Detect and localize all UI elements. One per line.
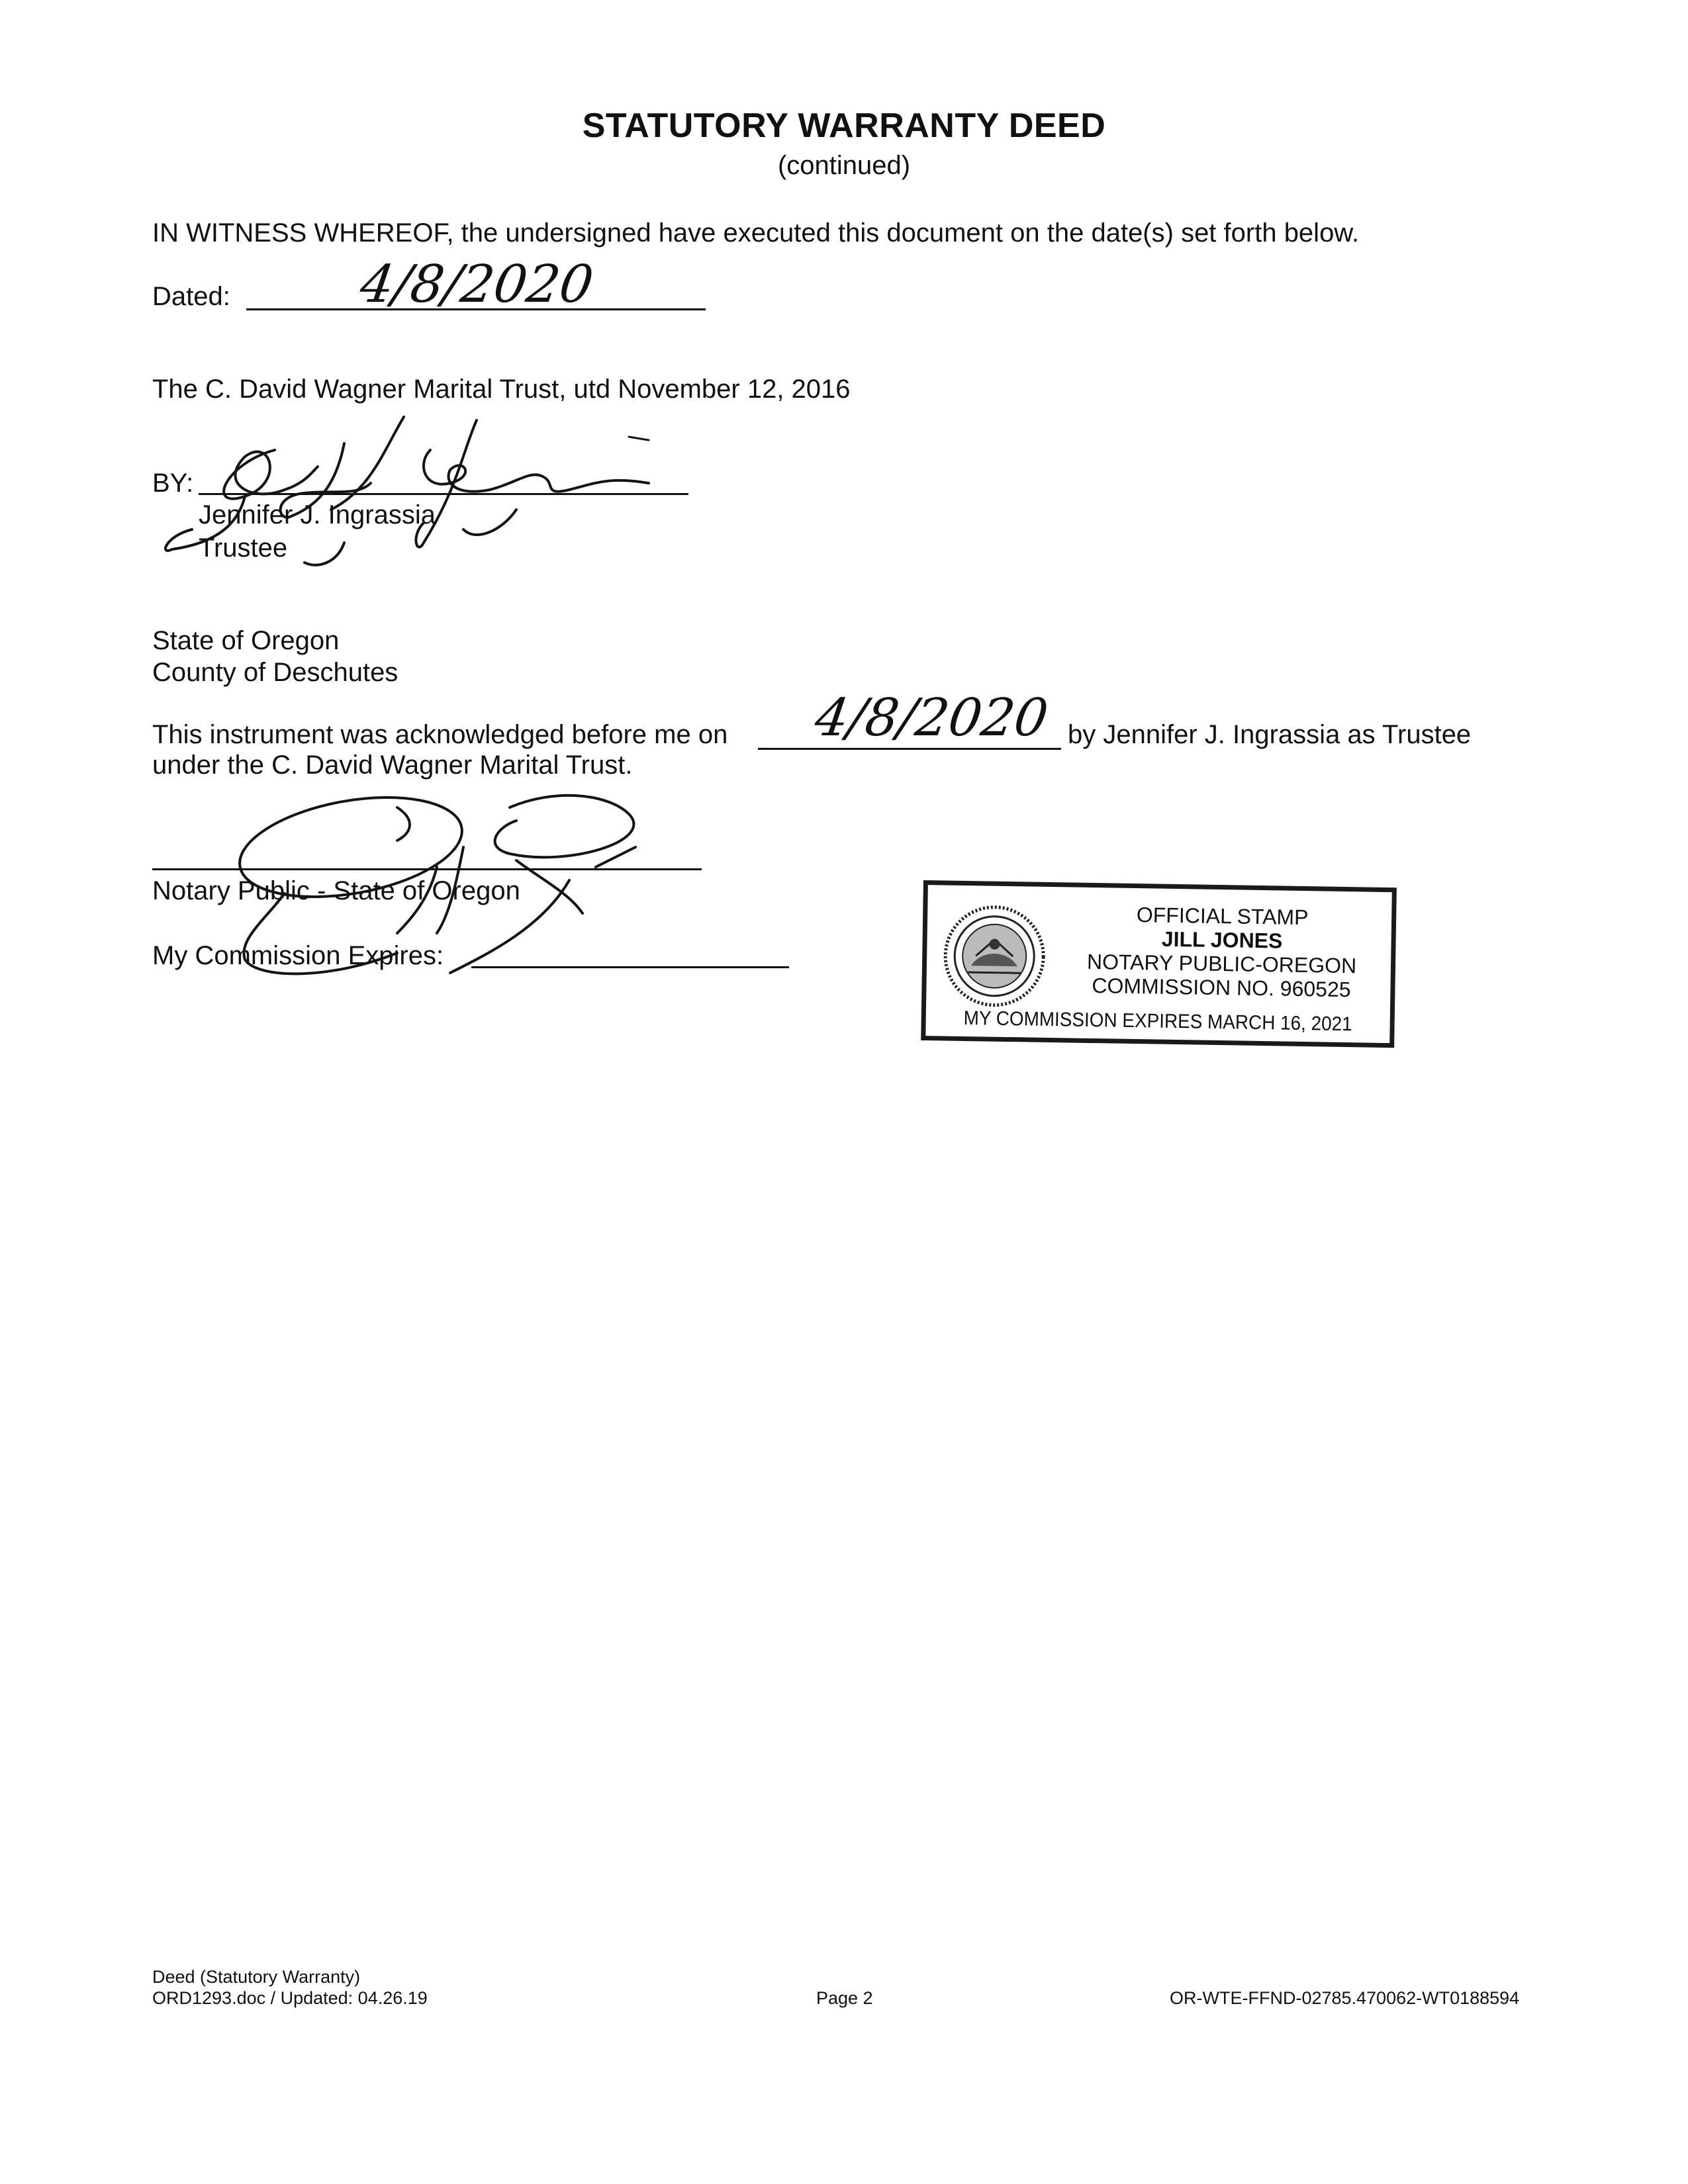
trustee-signature <box>146 410 715 582</box>
document-title: STATUTORY WARRANTY DEED <box>582 107 1106 145</box>
footer-order-number: OR-WTE-FFND-02785.470062-WT0188594 <box>1170 1988 1520 2008</box>
witness-statement: IN WITNESS WHEREOF, the undersigned have executed this document on the date(s) set forth below. <box>152 218 1360 248</box>
footer-form-name: Deed (Statutory Warranty) <box>152 1967 361 1987</box>
acknowledgment-handwritten-date: 4/8/2020 <box>811 688 1052 748</box>
stamp-heading: OFFICIAL STAMP <box>1136 903 1309 930</box>
signer-name: Jennifer J. Ingrassia <box>199 500 436 529</box>
acknowledgment-text: This instrument was acknowledged before me on <box>152 720 728 749</box>
oregon-state-seal-icon <box>941 902 1048 1009</box>
acknowledgment-signer: by Jennifer J. Ingrassia as Trustee <box>1068 720 1472 749</box>
notary-signature <box>199 781 675 999</box>
acknowledgment-text-line2: under the C. David Wagner Marital Trust. <box>152 751 633 780</box>
dated-label: Dated: <box>152 282 230 311</box>
by-label: BY: <box>152 469 194 498</box>
stamp-expiration: MY COMMISSION EXPIRES MARCH 16, 2021 <box>963 1007 1352 1036</box>
state-label: State of Oregon <box>152 626 340 655</box>
commission-expires-label: My Commission Expires: <box>152 941 444 970</box>
trust-name: The C. David Wagner Marital Trust, utd November 12, 2016 <box>152 375 851 404</box>
stamp-commission-number: COMMISSION NO. 960525 <box>1092 974 1351 1002</box>
footer-page-number: Page 2 <box>816 1988 873 2008</box>
official-notary-stamp <box>921 880 1397 1048</box>
notary-label: Notary Public - State of Oregon <box>152 876 520 905</box>
footer-form-id: ORD1293.doc / Updated: 04.26.19 <box>152 1988 428 2008</box>
signer-title: Trustee <box>199 533 288 563</box>
stamp-notary-title: NOTARY PUBLIC-OREGON <box>1086 949 1357 978</box>
document-subtitle: (continued) <box>777 151 911 180</box>
stamp-notary-name: JILL JONES <box>1161 927 1283 953</box>
acknowledgment-date-line <box>758 748 1061 750</box>
dated-handwritten-date: 4/8/2020 <box>356 255 597 314</box>
county-label: County of Deschutes <box>152 658 399 687</box>
